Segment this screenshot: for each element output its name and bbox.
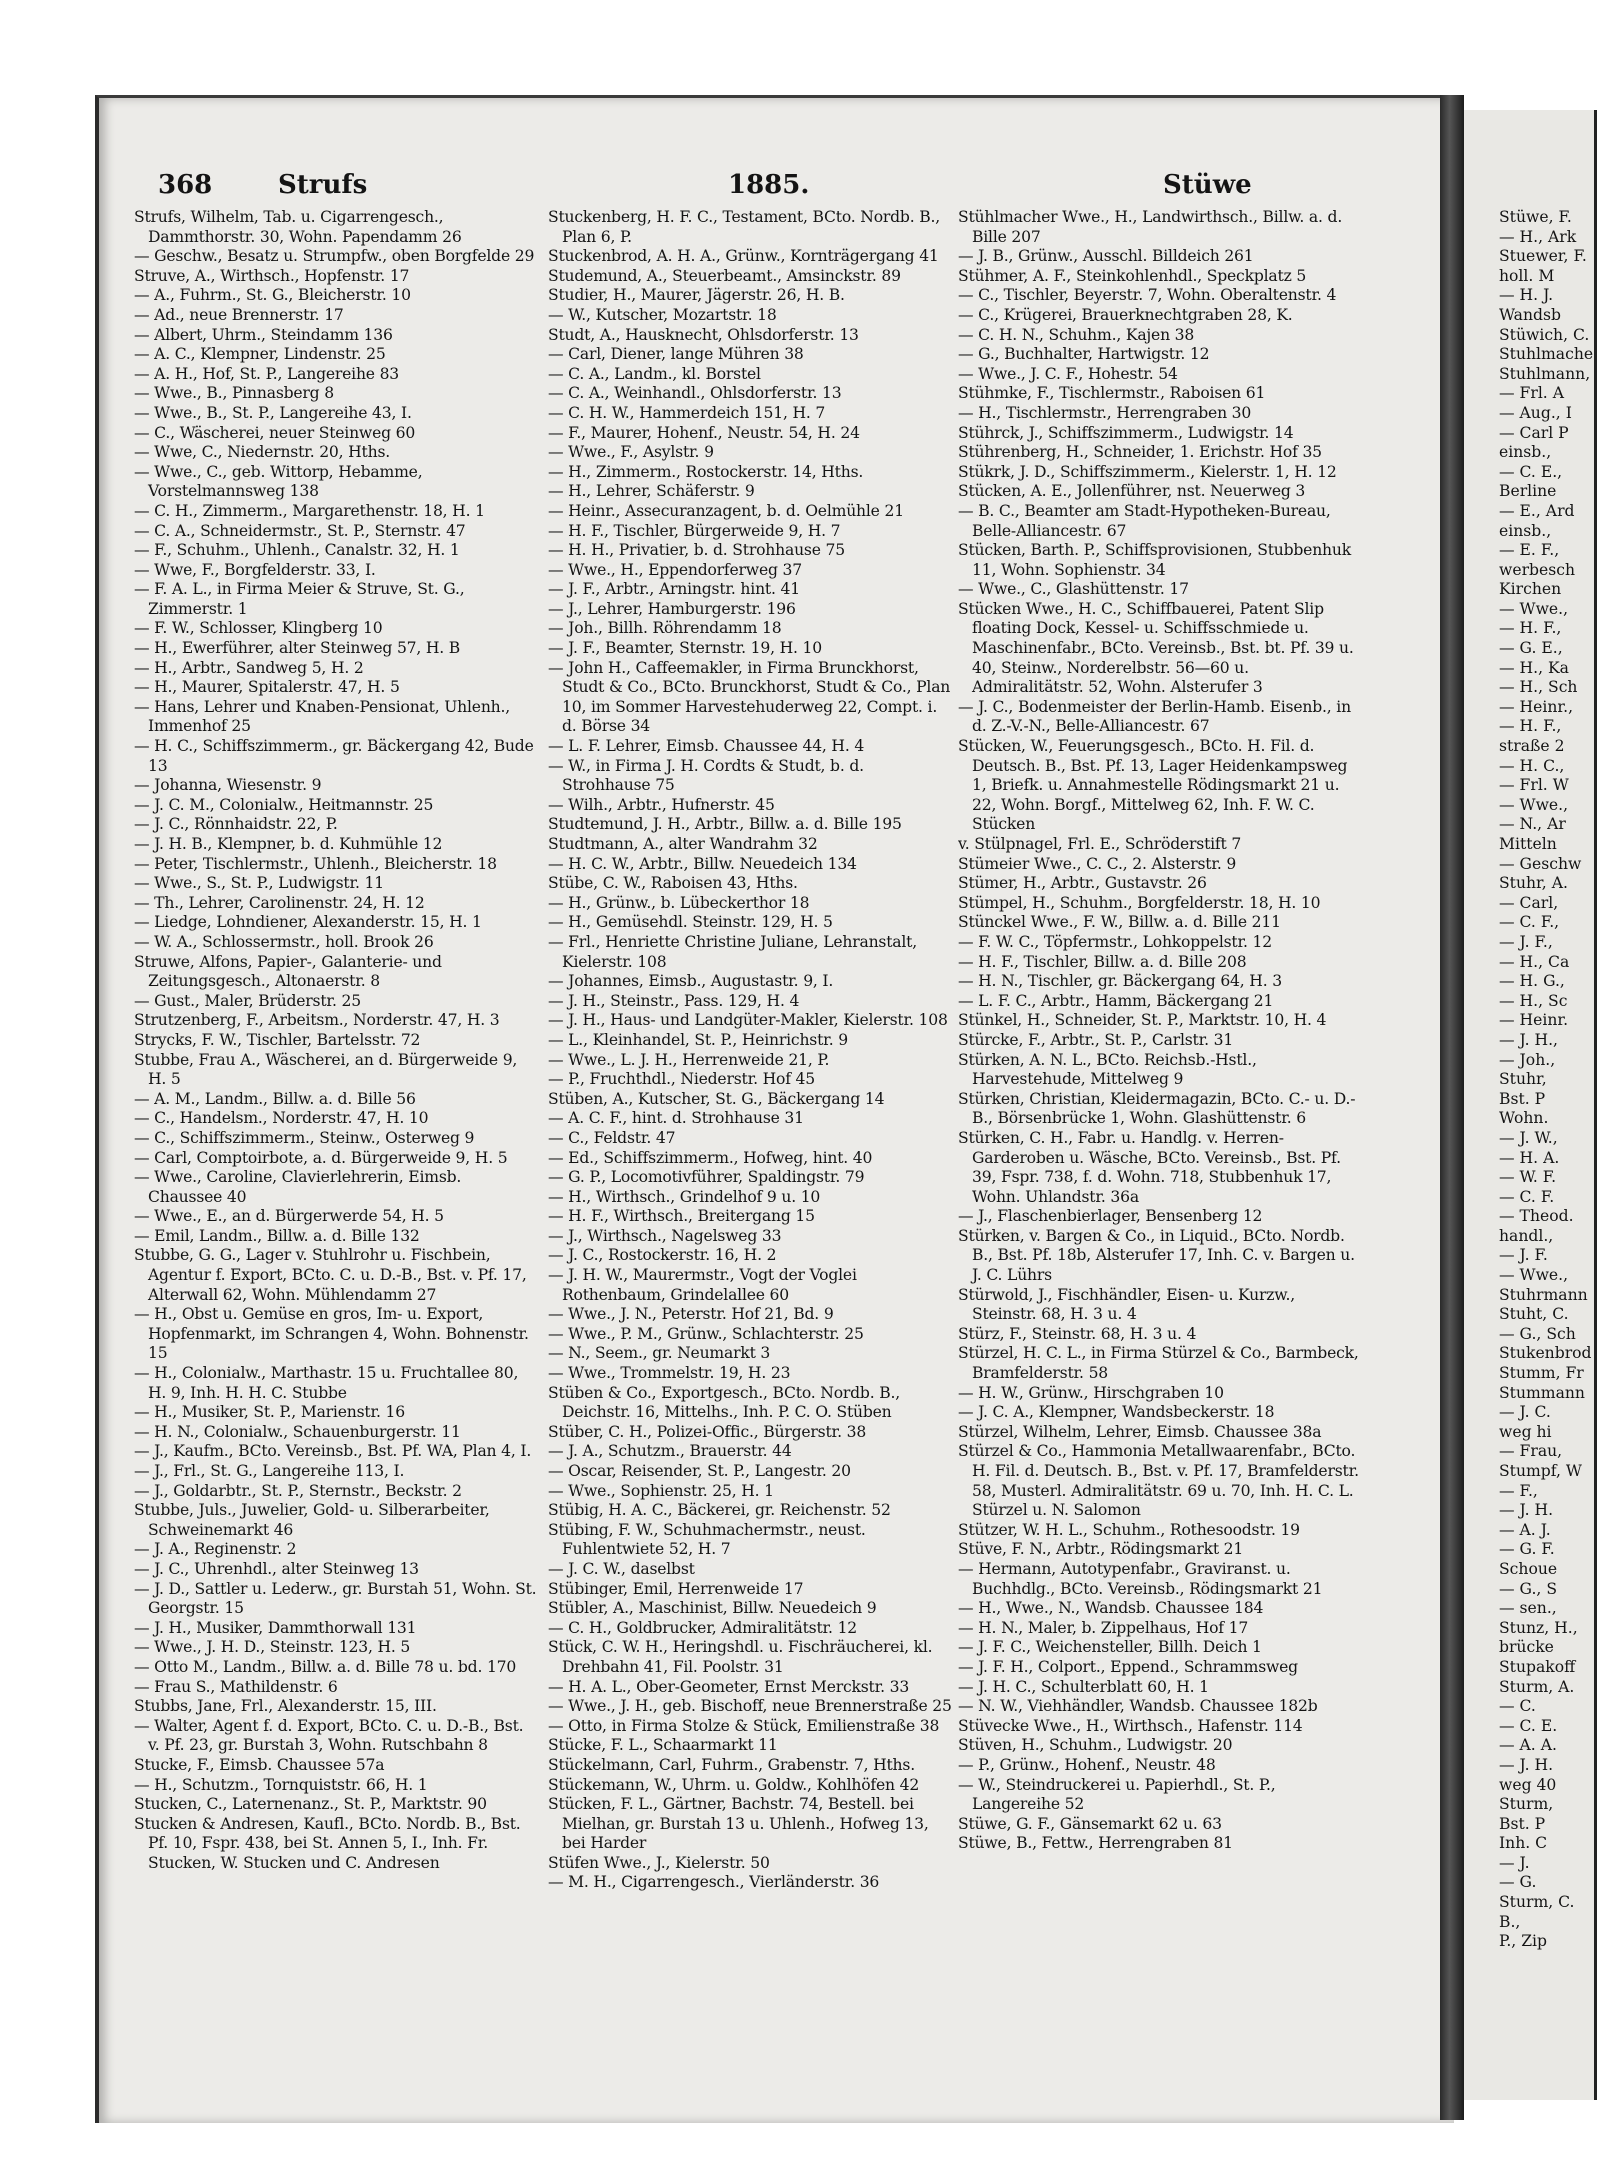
fragment-line: Mitteln (1499, 835, 1557, 853)
fragment-line: Stukenbrod (1499, 1344, 1592, 1363)
directory-entry: — Johannes, Eimsb., Augustastr. 9, I. (548, 972, 834, 991)
directory-entry: Stubbs, Jane, Frl., Alexanderstr. 15, III. (134, 1697, 437, 1716)
directory-entry: Stücken, W., Feuerungsgesch., BCto. H. Fil. d. Deutsch. B., Bst. Pf. 13, Lager Heidenkampsweg 1, Briefk. u. Annahmestelle Rödingsmarkt 21 u. 22, Wohn. Borgf., Mittelweg 62, Inh. F. W. C. Stücken (958, 737, 1348, 834)
fragment-line: — H., Ka (1499, 658, 1569, 677)
directory-entry: Stübing, F. W., Schuhmachermstr., neust. Fuhlentwiete 52, H. 7 (548, 1520, 866, 1559)
directory-entry: — H., Obst u. Gemüse en gros, Im- u. Export, Hopfenmarkt, im Schrangen 4, Wohn. Bohnenstr. 15 (134, 1305, 529, 1363)
directory-entry: — H., Musiker, St. P., Marienstr. 16 (134, 1403, 405, 1422)
directory-entry: — H., Zimmerm., Rostockerstr. 14, Hths. (548, 462, 864, 481)
directory-entry: Stürwold, J., Fischhändler, Eisen- u. Kurzw., Steinstr. 68, H. 3 u. 4 (958, 1285, 1296, 1324)
fragment-line: — G., Sch (1499, 1324, 1576, 1343)
directory-entry: Stühmke, F., Tischlermstr., Raboisen 61 (958, 384, 1266, 403)
directory-entry: — G., Buchhalter, Hartwigstr. 12 (958, 345, 1210, 364)
fragment-line: Sturm, (1499, 1795, 1554, 1814)
directory-entry: Stüben & Co., Exportgesch., BCto. Nordb. B., Deichstr. 16, Mittelhs., Inh. P. C. O. Stüben (548, 1383, 900, 1422)
fragment-line: weg hi (1499, 1422, 1552, 1441)
directory-entry: Stubbe, Juls., Juwelier, Gold- u. Silberarbeiter, Schweinemarkt 46 (134, 1501, 490, 1539)
directory-entry: — H., Ewerführer, alter Steinweg 57, H. B (134, 639, 461, 658)
directory-entry: — Walter, Agent f. d. Export, BCto. C. u. D.-B., Bst. v. Pf. 23, gr. Burstah 3, Wohn. Rutschbahn 8 (134, 1716, 524, 1755)
fragment-line: P., Zip (1499, 1932, 1548, 1951)
directory-entry: — H. C. W., Arbtr., Billw. Neuedeich 134 (548, 854, 857, 873)
directory-entry: Strycks, F. W., Tischler, Bartelsstr. 72 (134, 1030, 421, 1049)
fragment-line: Berline (1499, 482, 1557, 501)
fragment-line: — Wwe., (1499, 1266, 1569, 1285)
directory-entry: — J. H., Haus- und Landgüter-Makler, Kielerstr. 108 (548, 1011, 948, 1030)
fragment-line: — J. F. (1499, 1246, 1548, 1265)
directory-entry: v. Stülpnagel, Frl. E., Schröderstift 7 (958, 835, 1242, 853)
directory-entry: Stüvecke Wwe., H., Wirthsch., Hafenstr. 114 (958, 1716, 1303, 1735)
fragment-line: Stuhrmann (1499, 1285, 1588, 1304)
directory-entry: — Frau S., Mathildenstr. 6 (134, 1677, 338, 1696)
directory-entry: Stümer, H., Arbtr., Gustavstr. 26 (958, 874, 1207, 893)
fragment-line: — Frl. A (1499, 384, 1564, 403)
directory-entry: — J. H. W., Maurermstr., Vogt der Voglei Rothenbaum, Grindelallee 60 (548, 1266, 857, 1304)
directory-entry: Stüfen Wwe., J., Kielerstr. 50 (548, 1853, 770, 1872)
directory-entry: — Frl., Henriette Christine Juliane, Lehranstalt, Kielerstr. 108 (548, 932, 917, 971)
directory-entry: Stückemann, W., Uhrm. u. Goldw., Kohlhöfen 42 (548, 1775, 920, 1794)
directory-entry: — Wwe., J. H. D., Steinstr. 123, H. 5 (134, 1638, 411, 1657)
directory-entry: — C., Schiffszimmerm., Steinw., Osterweg 9 (134, 1128, 475, 1147)
directory-entry: — G. P., Locomotivführer, Spaldingstr. 79 (548, 1168, 865, 1187)
fragment-line: Stumpf, W (1499, 1462, 1582, 1480)
directory-entry: Stümeier Wwe., C. C., 2. Alsterstr. 9 (958, 854, 1237, 873)
directory-entry: Stubbe, Frau A., Wäscherei, an d. Bürgerweide 9, H. 5 (134, 1050, 518, 1089)
directory-entry: Stubbe, G. G., Lager v. Stuhlrohr u. Fischbein, Agentur f. Export, BCto. C. u. D.-B., Bst. v. Pf. 17, Alterwall 62, Wohn. Mühlendamm 27 (134, 1246, 527, 1304)
directory-entry: — J. H., Musiker, Dammthorwall 131 (134, 1618, 417, 1637)
fragment-line: Stüwich, C. (1499, 325, 1590, 344)
directory-entry: Stützer, W. H. L., Schuhm., Rothesoodstr. 19 (958, 1520, 1300, 1539)
fragment-line: — H., Sch (1499, 678, 1578, 697)
directory-entry: — Carl, Diener, lange Mühren 38 (548, 345, 804, 364)
directory-entry: Stürken, A. N. L., BCto. Reichsb.-Hstl., Harvestehude, Mittelweg 9 (958, 1050, 1257, 1089)
fragment-line: — Carl P (1499, 423, 1569, 442)
fragment-line: — H. C., (1499, 756, 1565, 775)
directory-entry: Stübe, C. W., Raboisen 43, Hths. (548, 874, 798, 893)
directory-entry: Stückelmann, Carl, Fuhrm., Grabenstr. 7, Hths. (548, 1755, 915, 1774)
directory-entry: Struve, A., Wirthsch., Hopfenstr. 17 (134, 266, 410, 285)
directory-entry: — A., Fuhrm., St. G., Bleicherstr. 10 (134, 286, 411, 305)
directory-entry: Stüwe, G. F., Gänsemarkt 62 u. 63 (958, 1814, 1222, 1833)
directory-entry: — H., Gemüsehdl. Steinstr. 129, H. 5 (548, 913, 833, 932)
fragment-line: — Heinr., (1499, 697, 1574, 716)
directory-entry: — A. C., Klempner, Lindenstr. 25 (134, 345, 386, 364)
directory-entry: Stührenberg, H., Schneider, 1. Erichstr. Hof 35 (958, 443, 1322, 462)
fragment-line: Stuht, C. (1499, 1305, 1569, 1324)
directory-entry: — Gust., Maler, Brüderstr. 25 (134, 991, 361, 1010)
directory-entry: — J. C., Rostockerstr. 16, H. 2 (548, 1246, 777, 1265)
directory-entry: Stükrk, J. D., Schiffszimmerm., Kielerstr. 1, H. 12 (958, 462, 1337, 481)
directory-entry: — J., Lehrer, Hamburgerstr. 196 (548, 599, 796, 618)
directory-entry: — Wwe., S., St. P., Ludwigstr. 11 (134, 874, 384, 893)
fragment-line: Stuhlmann, (1499, 364, 1591, 383)
fragment-line: — Frl. W (1499, 776, 1569, 795)
fragment-line: — F., (1499, 1481, 1538, 1500)
fragment-line: — J. H. (1499, 1755, 1554, 1774)
fragment-line: — E. F., (1499, 541, 1560, 560)
directory-entry: — Wwe., H., Eppendorferweg 37 (548, 560, 802, 579)
directory-entry: Stübler, A., Maschinist, Billw. Neuedeich 9 (548, 1599, 877, 1618)
fragment-line: — J. H. (1499, 1501, 1554, 1520)
directory-entry: Struwe, Alfons, Papier-, Galanterie- und Zeitungsgesch., Altonaerstr. 8 (134, 952, 442, 991)
directory-entry: — C. H. W., Hammerdeich 151, H. 7 (548, 403, 826, 422)
directory-entry: — B. C., Beamter am Stadt-Hypotheken-Bureau, Belle-Alliancestr. 67 (958, 501, 1331, 540)
directory-entry: Stürz, F., Steinstr. 68, H. 3 u. 4 (958, 1324, 1197, 1343)
directory-entry: Stucke, F., Eimsb. Chaussee 57a (134, 1755, 385, 1774)
fragment-line: — W. F. (1499, 1168, 1557, 1187)
fragment-line: — G., S (1499, 1579, 1558, 1598)
directory-entry: — A. H., Hof, St. P., Langereihe 83 (134, 364, 400, 383)
fragment-line: — Geschw (1499, 854, 1582, 873)
directory-column-2 (548, 208, 953, 2048)
directory-entry: — Wilh., Arbtr., Hufnerstr. 45 (548, 795, 775, 814)
directory-entry: — J. F., Arbtr., Arningstr. hint. 41 (548, 580, 800, 599)
directory-entry: Stüwe, B., Fettw., Herrengraben 81 (958, 1834, 1233, 1853)
directory-entry: — F. W. C., Töpfermstr., Lohkoppelstr. 12 (958, 932, 1272, 951)
directory-entry: — P., Fruchthdl., Niederstr. Hof 45 (548, 1070, 816, 1089)
directory-entry: — Wwe., L. J. H., Herrenweide 21, P. (548, 1050, 830, 1069)
fragment-line: — Aug., I (1499, 403, 1572, 422)
directory-entry: Stüben, A., Kutscher, St. G., Bäckergang 14 (548, 1089, 885, 1108)
directory-entry: — Wwe., E., an d. Bürgerwerde 54, H. 5 (134, 1207, 444, 1226)
directory-entry: — J. C., Rönnhaidstr. 22, P. (134, 815, 338, 834)
fragment-line: — A. J. (1499, 1520, 1551, 1539)
fragment-line: — J. C. (1499, 1403, 1551, 1422)
directory-entry: — C. A., Schneidermstr., St. P., Sternstr. 47 (134, 521, 466, 540)
directory-entry: Stürken, Christian, Kleidermagazin, BCto. C.- u. D.-B., Börsenbrücke 1, Wohn. Glashüttenstr. 6 (958, 1089, 1356, 1128)
right-running-title: Stüwe (1163, 170, 1252, 200)
fragment-line: holl. M (1499, 266, 1555, 285)
directory-entry: — M. H., Cigarrengesch., Vierländerstr. 36 (548, 1873, 880, 1892)
fragment-line: — C. (1499, 1697, 1536, 1716)
directory-entry: — Wwe., F., Asylstr. 9 (548, 443, 714, 462)
directory-entry: — C., Tischler, Beyerstr. 7, Wohn. Oberaltenstr. 4 (958, 286, 1337, 305)
fragment-line: — Heinr. (1499, 1011, 1569, 1030)
directory-entry: — J. F. H., Colport., Eppend., Schrammsweg (958, 1657, 1298, 1676)
fragment-line: Wandsb (1499, 305, 1561, 324)
fragment-line: Bst. P (1499, 1814, 1546, 1833)
directory-entry: — H. F., Wirthsch., Breitergang 15 (548, 1207, 815, 1226)
directory-entry: — J. C., Bodenmeister der Berlin-Hamb. Eisenb., in d. Z.-V.-N., Belle-Alliancestr. 67 (958, 697, 1351, 736)
directory-entry: — J. A., Schutzm., Brauerstr. 44 (548, 1442, 792, 1461)
fragment-line: — Carl, (1499, 893, 1559, 912)
fragment-line: — H., Ca (1499, 952, 1570, 971)
directory-entry: Stürzel, H. C. L., in Firma Stürzel & Co., Barmbeck, Bramfelderstr. 58 (958, 1344, 1359, 1383)
directory-entry: — J. C., Uhrenhdl., alter Steinweg 13 (134, 1559, 419, 1578)
directory-entry: Studemund, A., Steuerbeamt., Amsinckstr. 89 (548, 266, 901, 285)
fragment-line: weg 40 (1499, 1775, 1557, 1794)
directory-entry: — L., Kleinhandel, St. P., Heinrichstr. 9 (548, 1030, 848, 1049)
fragment-line: — J. W., (1499, 1128, 1558, 1147)
directory-entry: — F. W., Schlosser, Klingberg 10 (134, 619, 383, 638)
directory-entry: — C., Krügerei, Brauerknechtgraben 28, K. (958, 305, 1293, 324)
directory-entry: — H., Lehrer, Schäferstr. 9 (548, 482, 755, 501)
directory-entry: — H. A. L., Ober-Geometer, Ernst Merckstr. 33 (548, 1677, 910, 1696)
fragment-line: — H. A. (1499, 1148, 1560, 1167)
directory-entry: — W. A., Schlossermstr., holl. Brook 26 (134, 932, 434, 951)
directory-entry: — C. A., Landm., kl. Borstel (548, 364, 761, 383)
directory-entry: Stucken, C., Laternenanz., St. P., Marktstr. 90 (134, 1795, 487, 1814)
directory-entry: Stück, C. W. H., Heringshdl. u. Fischräucherei, kl. Drehbahn 41, Fil. Poolstr. 31 (548, 1638, 933, 1676)
directory-entry: — A. C. F., hint. d. Strohhause 31 (548, 1109, 804, 1128)
fragment-line: Wohn. (1499, 1109, 1549, 1128)
directory-entry: — H., Colonialw., Marthastr. 15 u. Fruchtallee 80, H. 9, Inh. H. H. C. Stubbe (134, 1364, 519, 1402)
directory-entry: — H. F., Tischler, Billw. a. d. Bille 208 (958, 952, 1247, 971)
directory-entry: — J., Frl., St. G., Langereihe 113, I. (134, 1462, 405, 1480)
fragment-line: handl., (1499, 1226, 1554, 1245)
directory-entry: — H. H., Privatier, b. d. Strohhause 75 (548, 541, 845, 560)
fragment-line: — J. F., (1499, 932, 1553, 951)
directory-entry: — Wwe., B., Pinnasberg 8 (134, 384, 334, 403)
fragment-line: — H. F., (1499, 619, 1562, 638)
directory-entry: — J. F., Beamter, Sternstr. 19, H. 10 (548, 639, 822, 658)
directory-entry: — J. C. M., Colonialw., Heitmannstr. 25 (134, 795, 434, 814)
directory-entry: — J., Goldarbtr., St. P., Sternstr., Beckstr. 2 (134, 1481, 462, 1500)
directory-entry: — Wwe., P. M., Grünw., Schlachterstr. 25 (548, 1324, 864, 1343)
fragment-line: — C. F. (1499, 1187, 1555, 1206)
directory-entry: Stühlmacher Wwe., H., Landwirthsch., Billw. a. d. Bille 207 (958, 208, 1343, 246)
fragment-line: Stuhr, (1499, 1070, 1547, 1089)
fragment-line: — sen., (1499, 1599, 1557, 1618)
directory-entry: — Wwe., J. H., geb. Bischoff, neue Brennerstraße 25 (548, 1697, 952, 1716)
fragment-line: einsb., (1499, 521, 1552, 540)
directory-entry: — F., Schuhm., Uhlenh., Canalstr. 32, H. 1 (134, 541, 460, 560)
directory-entry: — C. H. N., Schuhm., Kajen 38 (958, 325, 1195, 344)
directory-entry: Strutzenberg, F., Arbeitsm., Norderstr. 47, H. 3 (134, 1011, 500, 1030)
fragment-line: — H., Ark (1499, 227, 1577, 246)
directory-entry: Stürzel, Wilhelm, Lehrer, Eimsb. Chaussee 38a (958, 1422, 1322, 1441)
directory-entry: — H., Tischlermstr., Herrengraben 30 (958, 403, 1252, 422)
directory-entry: — C. H., Zimmerm., Margarethenstr. 18, H. 1 (134, 501, 485, 520)
fragment-line: Kirchen (1499, 580, 1562, 599)
directory-entry: — H. N., Tischler, gr. Bäckergang 64, H. 3 (958, 972, 1282, 991)
fragment-line: Stumm, Fr (1499, 1364, 1584, 1383)
fragment-line: — C. E. (1499, 1716, 1558, 1735)
fragment-line: — J. H., (1499, 1030, 1559, 1049)
directory-entry: — J. D., Sattler u. Lederw., gr. Burstah 51, Wohn. St. Georgstr. 15 (134, 1579, 537, 1618)
directory-entry: — H., Grünw., b. Lübeckerthor 18 (548, 893, 810, 912)
book-spine (1440, 95, 1464, 2120)
directory-entry: — N. W., Viehhändler, Wandsb. Chaussee 182b (958, 1697, 1318, 1716)
directory-entry: — John H., Caffeemakler, in Firma Brunckhorst, Studt & Co., BCto. Brunckhorst, Studt & Co., Plan 10, im Sommer Harvestehuderweg 22, Compt. i. d. Börse 34 (548, 658, 951, 736)
directory-entry: — Johanna, Wiesenstr. 9 (134, 776, 322, 795)
directory-entry: — C. H., Goldbrucker, Admiralitätstr. 12 (548, 1618, 858, 1637)
directory-entry: — C., Wäscherei, neuer Steinweg 60 (134, 423, 416, 442)
directory-entry: — Peter, Tischlermstr., Uhlenh., Bleicherstr. 18 (134, 854, 497, 873)
directory-entry: — C., Feldstr. 47 (548, 1128, 676, 1147)
directory-entry: — C., Handelsm., Norderstr. 47, H. 10 (134, 1109, 429, 1128)
fragment-line: — C. F., (1499, 913, 1560, 932)
directory-entry: — L. F. Lehrer, Eimsb. Chaussee 44, H. 4 (548, 737, 865, 756)
directory-entry: — H., Wirthsch., Grindelhof 9 u. 10 (548, 1187, 821, 1206)
directory-entry: Studier, H., Maurer, Jägerstr. 26, H. B. (548, 286, 845, 305)
fragment-line: — H. G., (1499, 972, 1565, 991)
directory-entry: — H. W., Grünw., Hirschgraben 10 (958, 1383, 1224, 1402)
directory-entry: — Oscar, Reisender, St. P., Langestr. 20 (548, 1462, 851, 1480)
directory-entry: — Carl, Comptoirbote, a. d. Bürgerweide 9, H. 5 (134, 1148, 508, 1167)
fragment-line: — N., Ar (1499, 815, 1566, 834)
directory-entry: — Joh., Billh. Röhrendamm 18 (548, 619, 782, 638)
directory-entry: — J., Kaufm., BCto. Vereinsb., Bst. Pf. WA, Plan 4, I. (134, 1442, 532, 1461)
directory-entry: Stünkel, H., Schneider, St. P., Marktstr. 10, H. 4 (958, 1011, 1327, 1030)
directory-entry: — J. H., Steinstr., Pass. 129, H. 4 (548, 991, 800, 1010)
directory-entry: — J. H. B., Klempner, b. d. Kuhmühle 12 (134, 835, 443, 853)
fragment-line: — Theod. (1499, 1207, 1574, 1226)
fragment-line: Stupakoff (1499, 1657, 1576, 1676)
directory-entry: Stüve, F. N., Arbtr., Rödingsmarkt 21 (958, 1540, 1244, 1559)
directory-entry: Studtmann, A., alter Wandrahm 32 (548, 835, 818, 853)
directory-entry: — Heinr., Assecuranzagent, b. d. Oelmühle 21 (548, 501, 904, 520)
directory-entry: — F., Maurer, Hohenf., Neustr. 54, H. 24 (548, 423, 860, 442)
directory-entry: Stühmer, A. F., Steinkohlenhdl., Speckplatz 5 (958, 266, 1307, 285)
fragment-line: — E., Ard (1499, 501, 1575, 520)
directory-entry: — Wwe., C., Glashüttenstr. 17 (958, 580, 1189, 599)
directory-entry: — H. N., Maler, b. Zippelhaus, Hof 17 (958, 1618, 1249, 1637)
directory-column-3 (958, 208, 1363, 2048)
directory-entry: Stücken, F. L., Gärtner, Bachstr. 74, Bestell. bei Mielhan, gr. Burstah 13 u. Uhlenh., Hofweg 13, bei Harder (548, 1795, 929, 1853)
directory-entry: — W., Kutscher, Mozartstr. 18 (548, 305, 777, 324)
fragment-line: — G. F. (1499, 1540, 1555, 1559)
year-heading: 1885. (728, 170, 810, 200)
fragment-line: Bst. P (1499, 1089, 1546, 1108)
directory-entry: — J., Flaschenbierlager, Bensenberg 12 (958, 1207, 1263, 1226)
directory-entry: Stümpel, H., Schuhm., Borgfelderstr. 18, H. 10 (958, 893, 1321, 912)
page-header (158, 170, 1428, 206)
directory-entry: — Wwe., Sophienstr. 25, H. 1 (548, 1481, 774, 1500)
fragment-line: — Wwe., (1499, 599, 1569, 618)
directory-entry: Stuckenbrod, A. H. A., Grünw., Kornträgergang 41 (548, 247, 939, 266)
directory-entry: Stücken Wwe., H. C., Schiffbauerei, Patent Slip floating Dock, Kessel- u. Schiffsschmiede u. Maschinenfabr., BCto. Vereinsb., Bst. bt. Pf. 39 u. 40, Steinw., Norderelbstr. 56—60 u. Admiralitätstr. 52, Wohn. Alsterufer 3 (958, 599, 1354, 697)
directory-entry: Stübig, H. A. C., Bäckerei, gr. Reichenstr. 52 (548, 1501, 891, 1520)
directory-entry: — J. H. C., Schulterblatt 60, H. 1 (958, 1677, 1209, 1696)
directory-entry: Studtemund, J. H., Arbtr., Billw. a. d. Bille 195 (548, 815, 902, 834)
fragment-line: werbesch (1499, 560, 1576, 579)
fragment-line: — H. F., (1499, 717, 1562, 736)
directory-entry: — J. C. A., Klempner, Wandsbeckerstr. 18 (958, 1403, 1275, 1422)
directory-entry: Stücke, F. L., Schaarmarkt 11 (548, 1736, 778, 1755)
fragment-line: Stuewer, F. (1499, 247, 1587, 266)
directory-entry: — H., Schutzm., Tornquiststr. 66, H. 1 (134, 1775, 428, 1794)
left-running-title: Strufs (278, 170, 368, 200)
directory-entry: — Wwe., J. C. F., Hohestr. 54 (958, 364, 1178, 383)
directory-entry: — W., in Firma J. H. Cordts & Studt, b. d. Strohhause 75 (548, 756, 864, 795)
directory-entry: — Ad., neue Brennerstr. 17 (134, 305, 344, 324)
fragment-line: Schoue (1499, 1559, 1558, 1578)
fragment-line: — H. J. (1499, 286, 1554, 305)
directory-entry: — A. M., Landm., Billw. a. d. Bille 56 (134, 1089, 416, 1108)
directory-entry: — Hermann, Autotypenfabr., Graviranst. u. Buchhdlg., BCto. Vereinsb., Rödingsmarkt 21 (958, 1559, 1323, 1598)
fragment-line: Stummann (1499, 1383, 1585, 1402)
directory-entry: — Ed., Schiffszimmerm., Hofweg, hint. 40 (548, 1148, 873, 1167)
fragment-line: B., (1499, 1912, 1521, 1931)
fragment-line: — H., Sc (1499, 991, 1568, 1010)
fragment-line: Inh. C (1499, 1834, 1548, 1853)
directory-entry: Stürken, C. H., Fabr. u. Handlg. v. Herren-Garderoben u. Wäsche, BCto. Vereinsb., Bst. Pf. 39, Fspr. 738, f. d. Wohn. 718, Stubbenhuk 17, Wohn. Uhlandstr. 36a (958, 1128, 1341, 1206)
directory-column-1 (134, 208, 539, 2048)
fragment-line: Stuhr, A. (1499, 874, 1568, 893)
fragment-line: — Frau, (1499, 1442, 1563, 1461)
directory-entry: — H., Wwe., N., Wandsb. Chaussee 184 (958, 1599, 1264, 1618)
directory-entry: — Wwe., C., geb. Wittorp, Hebamme, Vorstelmannsweg 138 (134, 462, 423, 501)
fragment-line: Stunz, H., (1499, 1618, 1578, 1637)
directory-entry: — Hans, Lehrer und Knaben-Pensionat, Uhlenh., Immenhof 25 (134, 697, 511, 736)
fragment-line: Stüwe, F. (1499, 208, 1572, 226)
directory-entry: Stürcke, F., Arbtr., St. P., Carlstr. 31 (958, 1030, 1234, 1049)
directory-entry: Stuckenberg, H. F. C., Testament, BCto. Nordb. B., Plan 6, P. (548, 208, 941, 246)
directory-entry: — Wwe., B., St. P., Langereihe 43, I. (134, 403, 412, 422)
directory-entry: — Wwe, F., Borgfelderstr. 33, I. (134, 560, 376, 579)
directory-entry: — J. A., Reginenstr. 2 (134, 1540, 297, 1559)
fragment-line: — Wwe., (1499, 795, 1569, 814)
right-page-column (1499, 208, 1594, 2068)
fragment-line: — Joh., (1499, 1050, 1556, 1069)
directory-entry: — Emil, Landm., Billw. a. d. Bille 132 (134, 1226, 420, 1245)
directory-entry: — L. F. C., Arbtr., Hamm, Bäckergang 21 (958, 991, 1274, 1010)
fragment-line: — J. (1499, 1853, 1530, 1872)
directory-entry: — J. F. C., Weichensteller, Billh. Deich 1 (958, 1638, 1262, 1657)
directory-entry: — Wwe., Trommelstr. 19, H. 23 (548, 1364, 791, 1383)
directory-entry: Stüber, C. H., Polizei-Offic., Bürgerstr. 38 (548, 1422, 867, 1441)
page-number: 368 (158, 170, 213, 200)
directory-entry: — J. C. W., daselbst (548, 1559, 695, 1578)
directory-entry: — Otto, in Firma Stolze & Stück, Emilienstraße 38 (548, 1716, 940, 1735)
directory-entry: — H. C., Schiffszimmerm., gr. Bäckergang 42, Bude 13 (134, 737, 534, 775)
fragment-line: — C. E., (1499, 462, 1563, 481)
directory-entry: — C. A., Weinhandl., Ohlsdorferstr. 13 (548, 384, 842, 403)
directory-entry: Stührck, J., Schiffszimmerm., Ludwigstr. 14 (958, 423, 1294, 442)
directory-entry: Stünckel Wwe., F. W., Billw. a. d. Bille 211 (958, 913, 1281, 932)
directory-entry: Studt, A., Hausknecht, Ohlsdorferstr. 13 (548, 325, 859, 344)
directory-entry: Stücken, Barth. P., Schiffsprovisionen, Stubbenhuk 11, Wohn. Sophienstr. 34 (958, 541, 1351, 579)
directory-entry: — Wwe, C., Niedernstr. 20, Hths. (134, 443, 391, 462)
directory-entry: — H. N., Colonialw., Schauenburgerstr. 11 (134, 1422, 461, 1441)
fragment-line: Sturm, A. (1499, 1677, 1575, 1696)
directory-entry: — Albert, Uhrm., Steindamm 136 (134, 325, 393, 344)
directory-entry: — H., Maurer, Spitalerstr. 47, H. 5 (134, 678, 400, 697)
fragment-line: straße 2 (1499, 737, 1565, 756)
directory-entry: — Wwe., J. N., Peterstr. Hof 21, Bd. 9 (548, 1305, 834, 1324)
directory-entry: — Liedge, Lohndiener, Alexanderstr. 15, H. 1 (134, 913, 482, 932)
directory-entry: — N., Seem., gr. Neumarkt 3 (548, 1344, 771, 1363)
directory-entry: Stürzel & Co., Hammonia Metallwaarenfabr., BCto. H. Fil. d. Deutsch. B., Bst. v. Pf. 17, Bramfelderstr. 58, Musterl. Admiralitätstr. 69 u. 70, Inh. H. C. L. Stürzel u. N. Salomon (958, 1442, 1359, 1520)
directory-entry: — P., Grünw., Hohenf., Neustr. 48 (958, 1755, 1216, 1774)
directory-entry: Stüven, H., Schuhm., Ludwigstr. 20 (958, 1736, 1233, 1755)
fragment-line: — A. A. (1499, 1736, 1557, 1755)
directory-entry: — W., Steindruckerei u. Papierhdl., St. P., Langereihe 52 (958, 1775, 1276, 1814)
directory-entry: — F. A. L., in Firma Meier & Struve, St. G., Zimmerstr. 1 (134, 580, 465, 618)
fragment-line: brücke (1499, 1638, 1554, 1657)
directory-entry: — J., Wirthsch., Nagelsweg 33 (548, 1226, 782, 1245)
directory-entry: Stücken, A. E., Jollenführer, nst. Neuerweg 3 (958, 482, 1306, 501)
directory-entry: Stürken, v. Bargen & Co., in Liquid., BCto. Nordb. B., Bst. Pf. 18b, Alsterufer 17, Inh. C. v. Bargen u. J. C. Lührs (958, 1226, 1355, 1285)
fragment-line: — G. E., (1499, 639, 1563, 658)
directory-entry: — Otto M., Landm., Billw. a. d. Bille 78 u. bd. 170 (134, 1657, 517, 1676)
fragment-line: — G. (1499, 1873, 1537, 1892)
directory-entry: — Wwe., Caroline, Clavierlehrerin, Eimsb. Chaussee 40 (134, 1168, 462, 1206)
directory-entry: Stübinger, Emil, Herrenweide 17 (548, 1579, 804, 1598)
directory-entry: Stucken & Andresen, Kaufl., BCto. Nordb. B., Bst. Pf. 10, Fspr. 438, bei St. Annen 5, I., Inh. Fr. Stucken, W. Stucken und C. Andresen (134, 1814, 521, 1872)
directory-entry: Strufs, Wilhelm, Tab. u. Cigarrengesch., Dammthorstr. 30, Wohn. Papendamm 26 (134, 208, 462, 246)
directory-entry: — J. B., Grünw., Ausschl. Billdeich 261 (958, 247, 1254, 266)
directory-entry: — Geschw., Besatz u. Strumpfw., oben Borgfelde 29 (134, 247, 535, 266)
fragment-line: Stuhlmache (1499, 345, 1594, 364)
directory-entry: — H., Arbtr., Sandweg 5, H. 2 (134, 658, 364, 677)
directory-entry: — Th., Lehrer, Carolinenstr. 24, H. 12 (134, 893, 425, 912)
directory-entry: — H. F., Tischler, Bürgerweide 9, H. 7 (548, 521, 841, 540)
fragment-line: Sturm, C. (1499, 1893, 1575, 1912)
fragment-line: einsb., (1499, 443, 1552, 462)
